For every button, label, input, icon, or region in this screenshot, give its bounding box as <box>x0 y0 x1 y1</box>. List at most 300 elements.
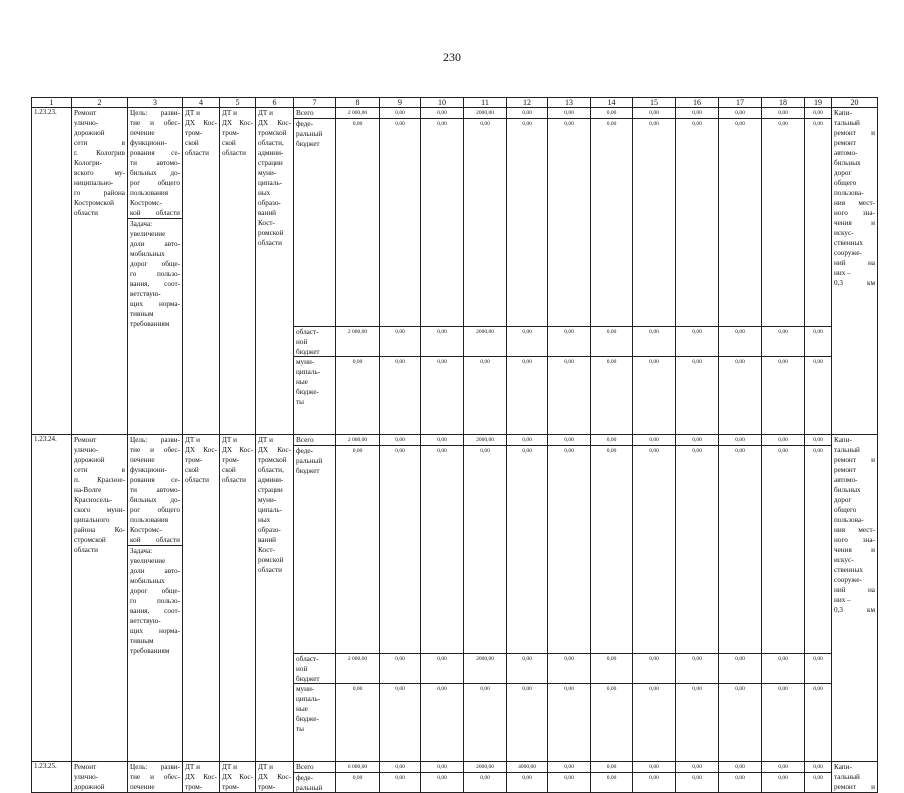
goal-block <box>128 762 182 792</box>
value-federal: 0,00 <box>813 448 823 454</box>
text-line: ремонт <box>834 139 856 147</box>
header-cell: 16 <box>676 98 719 108</box>
value-cell <box>380 435 421 762</box>
text-line: области, <box>258 466 284 474</box>
value-cell <box>633 435 676 762</box>
value-federal: 0,00 <box>735 121 745 127</box>
value-total: 4000,00 <box>507 762 547 773</box>
text-line: ДХ Кос- <box>222 119 253 127</box>
text-line: области <box>74 546 99 554</box>
text-line: бюджет <box>296 348 320 356</box>
text-line: области, <box>258 139 284 147</box>
value-federal: 0,00 <box>735 448 745 454</box>
value-cell <box>464 762 507 793</box>
text-line: бильных <box>834 159 861 167</box>
value-regional: 0,00 <box>380 326 420 337</box>
value-regional: 0,00 <box>719 653 761 664</box>
value-cell <box>591 762 633 793</box>
value-federal: 0,00 <box>778 775 788 781</box>
source-regional <box>294 326 335 357</box>
value-cell <box>633 762 676 793</box>
text-line: сооруже- <box>834 249 862 257</box>
text-line: чения и <box>834 219 875 227</box>
executor-col5 <box>220 762 256 793</box>
value-federal: 0,00 <box>564 121 574 127</box>
text-line: админи- <box>258 149 284 157</box>
source-federal <box>294 119 335 149</box>
text-line: Цель: разви- <box>130 436 180 444</box>
text-line: ской <box>222 466 236 474</box>
text-line: автомо- <box>834 149 858 157</box>
value-regional: 0,00 <box>676 653 718 664</box>
value-municipal: 0,00 <box>591 356 632 367</box>
header-cell: 14 <box>591 98 633 108</box>
text-line: печение <box>130 783 155 791</box>
value-regional: 0,00 <box>548 326 590 337</box>
text-line: ных <box>258 516 271 524</box>
event-name <box>72 762 128 793</box>
value-regional: 2 000,00 <box>336 653 379 664</box>
value-municipal: 0,00 <box>464 356 506 367</box>
value-regional: 0,00 <box>805 326 831 337</box>
text-line: рог общего <box>130 506 180 514</box>
text-line: дорог <box>834 496 852 504</box>
text-line: муни- <box>258 496 277 504</box>
text-line: страции <box>258 159 283 167</box>
executor-lines <box>222 762 253 792</box>
header-cell: 10 <box>421 98 464 108</box>
text-line: ДТ и <box>185 109 200 117</box>
text-line: Костромс- <box>130 199 162 207</box>
text-line: кой области <box>130 536 180 544</box>
source-municipal-lines <box>296 357 333 407</box>
header-cell: 2 <box>72 98 128 108</box>
text-line: муни- <box>296 685 315 693</box>
value-cell <box>464 435 507 762</box>
funding-source-cell <box>294 108 336 435</box>
text-line: ДХ Кос- <box>185 773 217 781</box>
value-federal: 0,00 <box>437 448 447 454</box>
value-federal: 0,00 <box>437 775 447 781</box>
text-line: ные <box>296 378 308 386</box>
header-cell: 11 <box>464 98 507 108</box>
event-name <box>72 435 128 762</box>
executor-col4 <box>183 435 220 762</box>
result-cell <box>832 762 878 793</box>
text-line: увеличение <box>130 230 166 238</box>
text-line: области <box>222 476 247 484</box>
value-regional: 0,00 <box>762 653 804 664</box>
value-federal: 0,00 <box>813 775 823 781</box>
event-name-lines <box>74 762 125 792</box>
text-line: сооруже- <box>834 576 862 584</box>
value-regional: 2000,00 <box>464 326 506 337</box>
value-municipal: 0,00 <box>591 683 632 694</box>
text-line: Ремонт <box>74 436 97 444</box>
text-line: ти автомо- <box>130 486 180 494</box>
value-municipal: 0,00 <box>719 356 761 367</box>
text-line: ципаль- <box>258 506 283 514</box>
value-federal: 0,00 <box>480 448 490 454</box>
result-cell <box>832 435 878 762</box>
value-regional: 2000,00 <box>464 653 506 664</box>
value-municipal: 0,00 <box>464 683 506 694</box>
source-federal-lines <box>296 446 333 476</box>
value-cell <box>719 762 762 793</box>
value-municipal: 0,00 <box>719 683 761 694</box>
value-municipal: 0,00 <box>336 683 379 694</box>
value-cell <box>591 108 633 435</box>
value-cell <box>336 108 380 435</box>
text-line: автомо- <box>834 476 858 484</box>
executor-lines <box>185 435 217 485</box>
text-line: феде- <box>296 447 313 455</box>
text-line: Капи- <box>834 763 852 771</box>
value-municipal: 0,00 <box>421 683 463 694</box>
task-block <box>128 545 182 656</box>
text-line: муни- <box>296 358 315 366</box>
value-total: 0,00 <box>591 108 632 119</box>
text-line: вания, соот- <box>130 280 180 288</box>
value-cell <box>336 435 380 762</box>
value-federal: 0,00 <box>692 448 702 454</box>
text-line: ральный <box>296 457 323 465</box>
value-cell <box>676 435 719 762</box>
text-line: 0,3 км <box>834 606 875 614</box>
text-line: страции <box>258 486 283 494</box>
value-municipal: 0,00 <box>762 683 804 694</box>
text-line: ДТ и <box>222 436 237 444</box>
value-municipal: 0,00 <box>633 683 675 694</box>
value-federal: 0,00 <box>522 121 532 127</box>
result-lines <box>834 108 875 288</box>
value-total: 2000,00 <box>464 435 506 446</box>
value-cell <box>591 435 633 762</box>
value-total: 0,00 <box>719 108 761 119</box>
value-regional: 0,00 <box>380 653 420 664</box>
text-line: них – <box>834 269 851 277</box>
text-line: тальный <box>834 773 860 781</box>
header-cell: 9 <box>380 98 421 108</box>
value-total: 2 000,00 <box>336 435 379 446</box>
source-total-label: Всего <box>296 436 314 444</box>
value-total: 0,00 <box>805 762 831 773</box>
text-line: ДТ и <box>222 109 237 117</box>
executor-col4 <box>183 108 220 435</box>
value-federal: 0,00 <box>692 121 702 127</box>
result-cell <box>832 108 878 435</box>
value-federal: 0,00 <box>606 448 617 454</box>
text-line: сети в <box>74 466 125 474</box>
text-line: тром- <box>185 129 203 137</box>
executor-lines <box>185 108 217 158</box>
header-cell: 6 <box>256 98 294 108</box>
value-total: 0,00 <box>548 435 590 446</box>
value-total: 0,00 <box>762 108 804 119</box>
text-line: п. Красное- <box>74 476 125 484</box>
text-line: рования се- <box>130 476 180 484</box>
value-federal: 0,00 <box>395 448 405 454</box>
value-total: 0,00 <box>762 762 804 773</box>
text-line: бильных до- <box>130 496 180 504</box>
value-federal: 0,00 <box>564 775 574 781</box>
text-line: ты <box>296 398 304 406</box>
text-line: пользования <box>130 189 169 197</box>
text-line: ДТ и <box>185 763 200 771</box>
value-federal: 0,00 <box>352 121 363 127</box>
text-line: Красносель- <box>74 496 113 504</box>
text-line: щих норма- <box>130 300 180 308</box>
value-municipal: 0,00 <box>421 356 463 367</box>
value-municipal: 0,00 <box>507 683 547 694</box>
value-regional: 0,00 <box>421 326 463 337</box>
value-cell <box>421 435 464 762</box>
text-line: пользова- <box>834 516 864 524</box>
source-total-label: Всего <box>296 109 314 117</box>
text-line: ральный <box>296 130 323 138</box>
value-federal: 0,00 <box>352 775 363 781</box>
value-cell <box>421 762 464 793</box>
text-line: области <box>258 239 283 247</box>
value-total: 0,00 <box>719 435 761 446</box>
text-line: ремонт и <box>834 783 875 791</box>
value-regional: 0,00 <box>591 653 632 664</box>
text-line: области <box>258 566 283 574</box>
value-total: 0,00 <box>421 762 463 773</box>
text-line: бюдже- <box>296 388 319 396</box>
text-line: ного зна- <box>834 209 875 217</box>
source-regional-lines <box>296 327 333 357</box>
value-cell <box>676 762 719 793</box>
text-line: ромской <box>258 229 284 237</box>
value-federal: 0,00 <box>395 121 405 127</box>
source-regional-lines <box>296 654 333 684</box>
value-municipal: 0,00 <box>380 683 420 694</box>
text-line: дорожной <box>74 783 105 791</box>
header-cell: 15 <box>633 98 676 108</box>
text-line: ДХ Кос- <box>258 446 291 454</box>
header-cell: 5 <box>220 98 256 108</box>
goal-block <box>128 435 182 545</box>
source-total-label: Всего <box>296 763 314 771</box>
value-federal: 0,00 <box>735 775 745 781</box>
goal-task-cell <box>128 762 183 793</box>
header-cell: 19 <box>805 98 832 108</box>
text-line: го района <box>74 189 125 197</box>
task-lines <box>130 219 180 329</box>
value-municipal: 0,00 <box>805 356 831 367</box>
text-line: увеличение <box>130 557 166 565</box>
event-name <box>72 108 128 435</box>
value-cell <box>421 108 464 435</box>
source-federal <box>294 773 335 793</box>
value-cell <box>676 108 719 435</box>
value-cell <box>719 435 762 762</box>
value-total: 0,00 <box>762 435 804 446</box>
text-line: мобильных <box>130 250 165 258</box>
value-federal: 0,00 <box>778 448 788 454</box>
text-line: тром- <box>185 456 203 464</box>
text-line: Костромс- <box>130 526 162 534</box>
value-total: 2 000,00 <box>336 108 379 119</box>
value-cell <box>548 108 591 435</box>
goal-task-cell <box>128 435 183 762</box>
text-line: ного зна- <box>834 536 875 544</box>
text-line: феде- <box>296 774 313 782</box>
header-row <box>32 98 878 108</box>
text-line: ДХ Кос- <box>258 773 291 781</box>
value-regional: 2 000,00 <box>336 326 379 337</box>
value-federal: 0,00 <box>649 448 659 454</box>
value-total: 6 000,00 <box>336 762 379 773</box>
text-line: ДХ Кос- <box>185 119 217 127</box>
value-regional: 0,00 <box>548 653 590 664</box>
text-line: ной <box>296 665 308 673</box>
text-line: тром- <box>258 783 276 791</box>
value-federal: 0,00 <box>480 121 490 127</box>
text-line: Капи- <box>834 436 852 444</box>
value-municipal: 0,00 <box>805 683 831 694</box>
text-line: области <box>185 149 210 157</box>
value-federal: 0,00 <box>649 121 659 127</box>
source-total <box>294 435 335 446</box>
value-total: 0,00 <box>633 762 675 773</box>
text-line: вания, соот- <box>130 607 180 615</box>
text-line: улично- <box>74 119 99 127</box>
text-line: улично- <box>74 773 99 781</box>
text-line: района Ко- <box>74 526 125 534</box>
text-line: пользования <box>130 516 169 524</box>
value-cell <box>380 762 421 793</box>
value-total: 0,00 <box>380 108 420 119</box>
text-line: ний на <box>834 586 875 594</box>
text-line: ти автомо- <box>130 159 180 167</box>
value-total: 0,00 <box>591 435 632 446</box>
text-line: пользова- <box>834 189 864 197</box>
text-line: ниципально- <box>74 179 114 187</box>
value-municipal: 0,00 <box>548 356 590 367</box>
text-line: области <box>185 476 210 484</box>
text-line: ной <box>296 338 308 346</box>
value-total: 0,00 <box>805 108 831 119</box>
text-line: ципаль- <box>296 368 321 376</box>
funding-source-cell <box>294 435 336 762</box>
text-line: ципального <box>74 516 110 524</box>
value-federal: 0,00 <box>522 775 532 781</box>
value-cell <box>805 435 832 762</box>
value-total: 0,00 <box>591 762 632 773</box>
result-lines <box>834 435 875 615</box>
value-total: 0,00 <box>633 435 675 446</box>
text-line: Кост- <box>258 546 275 554</box>
result-lines <box>834 762 875 792</box>
value-cell <box>548 435 591 762</box>
text-line: дорог <box>834 169 852 177</box>
text-line: тромской <box>258 456 287 464</box>
text-line: чения и <box>834 546 875 554</box>
value-total: 0,00 <box>676 762 718 773</box>
text-line: печение <box>130 456 155 464</box>
text-line: ния мест- <box>834 199 875 207</box>
text-line: ДТ и <box>258 763 273 771</box>
text-line: доли авто- <box>130 240 180 248</box>
source-regional <box>294 653 335 684</box>
executor-col5 <box>220 108 256 435</box>
value-federal: 0,00 <box>606 775 617 781</box>
value-total: 0,00 <box>507 108 547 119</box>
text-line: тие и обес- <box>130 773 180 781</box>
value-federal: 0,00 <box>606 121 617 127</box>
value-cell <box>805 762 832 793</box>
text-line: бюджет <box>296 675 320 683</box>
source-municipal-lines <box>296 684 333 734</box>
text-line: тие и обес- <box>130 119 180 127</box>
text-line: тром- <box>185 783 203 791</box>
text-line: кой области <box>130 209 180 217</box>
text-line: общего <box>834 506 857 514</box>
value-federal: 0,00 <box>649 775 659 781</box>
executor-col6 <box>256 762 294 793</box>
text-line: образо- <box>258 199 281 207</box>
value-regional: 0,00 <box>421 653 463 664</box>
text-line: тром- <box>222 783 240 791</box>
executor-col6 <box>256 108 294 435</box>
value-regional: 0,00 <box>676 326 718 337</box>
text-line: ципаль- <box>258 179 283 187</box>
text-line: Кост- <box>258 219 275 227</box>
value-regional: 0,00 <box>507 326 547 337</box>
goal-lines <box>130 108 180 218</box>
text-line: бюджет <box>296 467 320 475</box>
value-federal: 0,00 <box>522 448 532 454</box>
value-cell <box>805 108 832 435</box>
event-name-lines <box>74 435 125 555</box>
text-line: ральный <box>296 784 323 792</box>
header-cell: 4 <box>183 98 220 108</box>
text-line: Кологри- <box>74 159 102 167</box>
text-line: ДТ и <box>258 109 273 117</box>
text-line: ремонт и <box>834 456 875 464</box>
value-total: 0,00 <box>676 108 718 119</box>
value-municipal: 0,00 <box>507 356 547 367</box>
text-line: дорог обще- <box>130 260 180 268</box>
text-line: функциони- <box>130 466 167 474</box>
table-row <box>32 435 878 762</box>
event-name-lines <box>74 108 125 218</box>
value-cell <box>507 108 548 435</box>
value-cell <box>548 762 591 793</box>
value-federal: 0,00 <box>813 121 823 127</box>
text-line: Цель: разви- <box>130 763 180 771</box>
text-line: области <box>74 209 99 217</box>
value-cell <box>380 108 421 435</box>
value-federal: 0,00 <box>692 775 702 781</box>
value-regional: 0,00 <box>719 326 761 337</box>
value-federal: 0,00 <box>480 775 490 781</box>
header-cell: 3 <box>128 98 183 108</box>
text-line: ных <box>258 189 271 197</box>
text-line: ДТ и <box>258 436 273 444</box>
value-total: 0,00 <box>380 435 420 446</box>
row-number: 1.23.25. <box>32 762 72 793</box>
executor-col5 <box>220 435 256 762</box>
text-line: област- <box>296 655 319 663</box>
value-total: 0,00 <box>507 435 547 446</box>
executor-lines <box>258 435 291 575</box>
text-line: Ремонт <box>74 763 97 771</box>
budget-table <box>31 97 878 793</box>
text-line: образо- <box>258 526 281 534</box>
